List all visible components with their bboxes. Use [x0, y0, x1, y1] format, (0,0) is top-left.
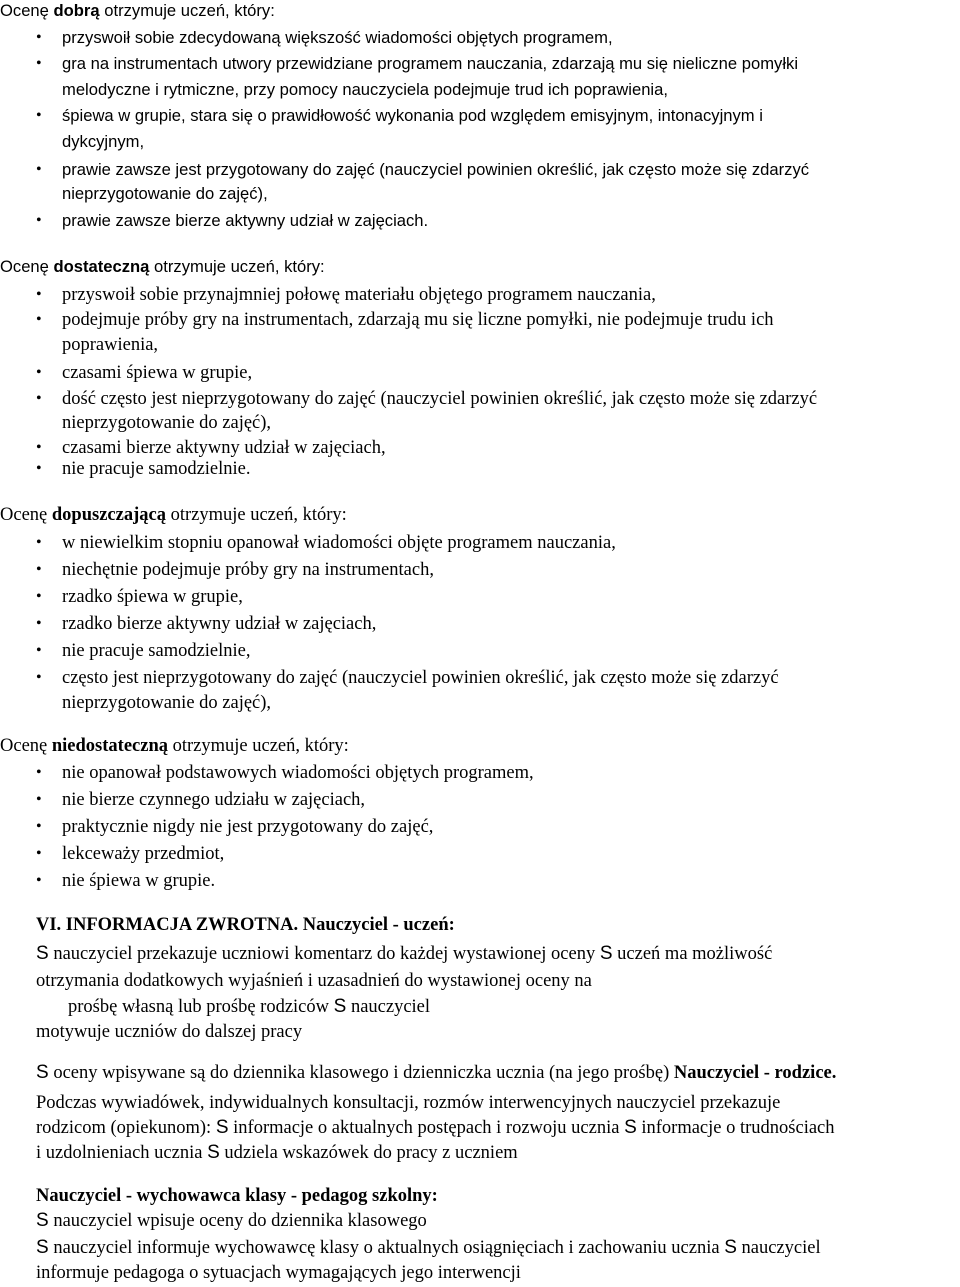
- s-symbol-icon: S: [333, 996, 347, 1017]
- bullet-icon: •: [36, 791, 42, 808]
- heading-prefix: Ocenę: [0, 257, 54, 276]
- bullet-icon: •: [36, 212, 42, 229]
- list-item-continuation: poprawienia,: [62, 335, 159, 355]
- bullet-icon: •: [36, 669, 42, 686]
- feedback-line: [36, 1210, 427, 1232]
- grade-dostateczna-heading: [0, 256, 325, 278]
- bullet-icon: •: [36, 107, 42, 124]
- list-item-continuation: melodyczne i rytmiczne, przy pomocy nauczyciela podejmuje trud ich poprawienia,: [62, 80, 668, 99]
- heading-suffix: otrzymuje uczeń, który:: [99, 1, 275, 20]
- heading-prefix: Ocenę: [0, 1, 54, 20]
- section-title: [36, 914, 455, 936]
- list-item: prawie zawsze jest przygotowany do zajęć (nauczyciel powinien określić, jak często może się zdarzyć: [62, 160, 810, 179]
- feedback-line: [36, 1062, 836, 1084]
- bullet-icon: •: [36, 311, 42, 328]
- feedback-line: motywuje uczniów do dalszej pracy: [36, 1022, 303, 1042]
- list-item: rzadko bierze aktywny udział w zajęciach,: [62, 614, 377, 634]
- grade-name: dostateczną: [53, 257, 150, 276]
- text-fragment: nauczyciel wpisuje oceny do dziennika klasowego: [48, 1211, 427, 1231]
- bullet-icon: •: [36, 588, 42, 605]
- list-item: przyswoił sobie zdecydowaną większość wiadomości objętych programem,: [62, 28, 613, 47]
- text-fragment: nauczyciel informuje wychowawcę klasy o aktualnych osiągnięciach i zachowaniu ucznia: [48, 1238, 725, 1258]
- grade-name: niedostateczną: [51, 736, 168, 756]
- s-symbol-icon: S: [207, 1142, 220, 1163]
- text-fragment: uczeń ma możliwość: [612, 944, 773, 964]
- feedback-line: informuje pedagoga o sytuacjach wymagających jego interwencji: [36, 1263, 521, 1283]
- bullet-icon: •: [36, 615, 42, 632]
- grade-name: dopuszczającą: [51, 505, 166, 525]
- text-fragment: nauczyciel: [346, 997, 431, 1017]
- bullet-icon: •: [36, 642, 42, 659]
- feedback-line: [36, 943, 772, 965]
- s-symbol-icon: S: [215, 1117, 229, 1138]
- heading-suffix: otrzymuje uczeń, który:: [168, 736, 349, 756]
- list-item-continuation: dykcyjnym,: [62, 132, 145, 151]
- list-item: gra na instrumentach utwory przewidziane programem nauczania, zdarzają mu się nieliczne pomyłki: [62, 54, 798, 73]
- list-item: czasami bierze aktywny udział w zajęciach,: [62, 438, 386, 458]
- list-item: w niewielkim stopniu opanował wiadomości objęte programem nauczania,: [62, 533, 616, 553]
- feedback-line: otrzymania dodatkowych wyjaśnień i uzasadnień do wystawionej oceny na: [36, 971, 592, 991]
- list-item: praktycznie nigdy nie jest przygotowany do zajęć,: [62, 817, 434, 837]
- bullet-icon: •: [36, 439, 42, 456]
- list-item: śpiewa w grupie, stara się o prawidłowość wykonania pod względem emisyjnym, intonacyjnym i: [62, 106, 763, 125]
- s-symbol-icon: S: [724, 1237, 737, 1258]
- list-item: nie opanował podstawowych wiadomości objętych programem,: [62, 763, 534, 783]
- bullet-icon: •: [36, 29, 42, 46]
- list-item: czasami śpiewa w grupie,: [62, 363, 253, 383]
- list-item: nie pracuje samodzielnie.: [62, 459, 251, 479]
- list-item: prawie zawsze bierze aktywny udział w zajęciach.: [62, 211, 429, 230]
- feedback-line: [68, 996, 430, 1018]
- grade-niedostateczna-heading: [0, 735, 349, 757]
- subsection-title: Nauczyciel - rodzice.: [673, 1063, 837, 1083]
- list-item-continuation: nieprzygotowanie do zajęć),: [62, 413, 272, 433]
- section-title-text: VI. INFORMACJA ZWROTNA. Nauczyciel - uczeń:: [36, 915, 455, 935]
- text-fragment: i uzdolnieniach ucznia: [36, 1143, 208, 1163]
- heading-prefix: Ocenę: [0, 505, 52, 525]
- list-item: dość często jest nieprzygotowany do zajęć (nauczyciel powinien określić, jak często może się zdarzyć: [62, 389, 818, 409]
- bullet-icon: •: [36, 286, 42, 303]
- bullet-icon: •: [36, 390, 42, 407]
- bullet-icon: •: [36, 845, 42, 862]
- heading-prefix: Ocenę: [0, 736, 52, 756]
- s-symbol-icon: S: [624, 1117, 637, 1138]
- list-item: niechętnie podejmuje próby gry na instrumentach,: [62, 560, 434, 580]
- grade-dopuszczajaca-heading: [0, 504, 347, 526]
- bullet-icon: •: [36, 534, 42, 551]
- grade-name: dobrą: [53, 1, 100, 20]
- list-item: często jest nieprzygotowany do zajęć (nauczyciel powinien określić, jak często może się zdarzyć: [62, 668, 779, 688]
- heading-suffix: otrzymuje uczeń, który:: [165, 505, 347, 525]
- list-item: podejmuje próby gry na instrumentach, zdarzają mu się liczne pomyłki, nie podejmuje trudu ich: [62, 310, 774, 330]
- list-item-continuation: nieprzygotowanie do zajęć),: [62, 184, 268, 203]
- s-symbol-icon: S: [36, 1210, 49, 1231]
- feedback-line: Podczas wywiadówek, indywidualnych konsultacji, rozmów interwencyjnych nauczyciel przekazuje: [36, 1093, 781, 1113]
- s-symbol-icon: S: [599, 943, 613, 964]
- list-item: rzadko śpiewa w grupie,: [62, 587, 243, 607]
- text-fragment: informacje o aktualnych postępach i rozwoju ucznia: [228, 1118, 625, 1138]
- s-symbol-icon: S: [36, 1062, 49, 1083]
- text-fragment: oceny wpisywane są do dziennika klasowego i dzienniczka ucznia (na jego prośbę): [48, 1063, 674, 1083]
- feedback-line: [36, 1237, 821, 1259]
- list-item: nie bierze czynnego udziału w zajęciach,: [62, 790, 366, 810]
- list-item: lekceważy przedmiot,: [62, 844, 225, 864]
- text-fragment: prośbę własną lub prośbę rodziców: [68, 997, 334, 1017]
- text-fragment: informacje o trudnościach: [636, 1118, 835, 1138]
- heading-suffix: otrzymuje uczeń, który:: [149, 257, 325, 276]
- bullet-icon: •: [36, 161, 42, 178]
- list-item: nie pracuje samodzielnie,: [62, 641, 251, 661]
- bullet-icon: •: [36, 764, 42, 781]
- grade-dobra-heading: [0, 0, 275, 22]
- list-item: przyswoił sobie przynajmniej połowę materiału objętego programem nauczania,: [62, 285, 656, 305]
- text-fragment: udziela wskazówek do pracy z uczniem: [219, 1143, 518, 1163]
- bullet-icon: •: [36, 460, 42, 477]
- subsection-title-text: Nauczyciel - wychowawca klasy - pedagog szkolny:: [36, 1186, 438, 1206]
- feedback-line: [36, 1142, 518, 1164]
- list-item: nie śpiewa w grupie.: [62, 871, 216, 891]
- bullet-icon: •: [36, 561, 42, 578]
- bullet-icon: •: [36, 364, 42, 381]
- text-fragment: nauczyciel: [736, 1238, 821, 1258]
- subsection-title: [36, 1185, 438, 1207]
- s-symbol-icon: S: [36, 1237, 49, 1258]
- feedback-line: [36, 1117, 835, 1139]
- s-symbol-icon: S: [36, 943, 49, 964]
- bullet-icon: •: [36, 872, 42, 889]
- text-fragment: rodzicom (opiekunom):: [36, 1118, 216, 1138]
- bullet-icon: •: [36, 55, 42, 72]
- text-fragment: nauczyciel przekazuje uczniowi komentarz do każdej wystawionej oceny: [48, 944, 600, 964]
- bullet-icon: •: [36, 818, 42, 835]
- list-item-continuation: nieprzygotowanie do zajęć),: [62, 693, 272, 713]
